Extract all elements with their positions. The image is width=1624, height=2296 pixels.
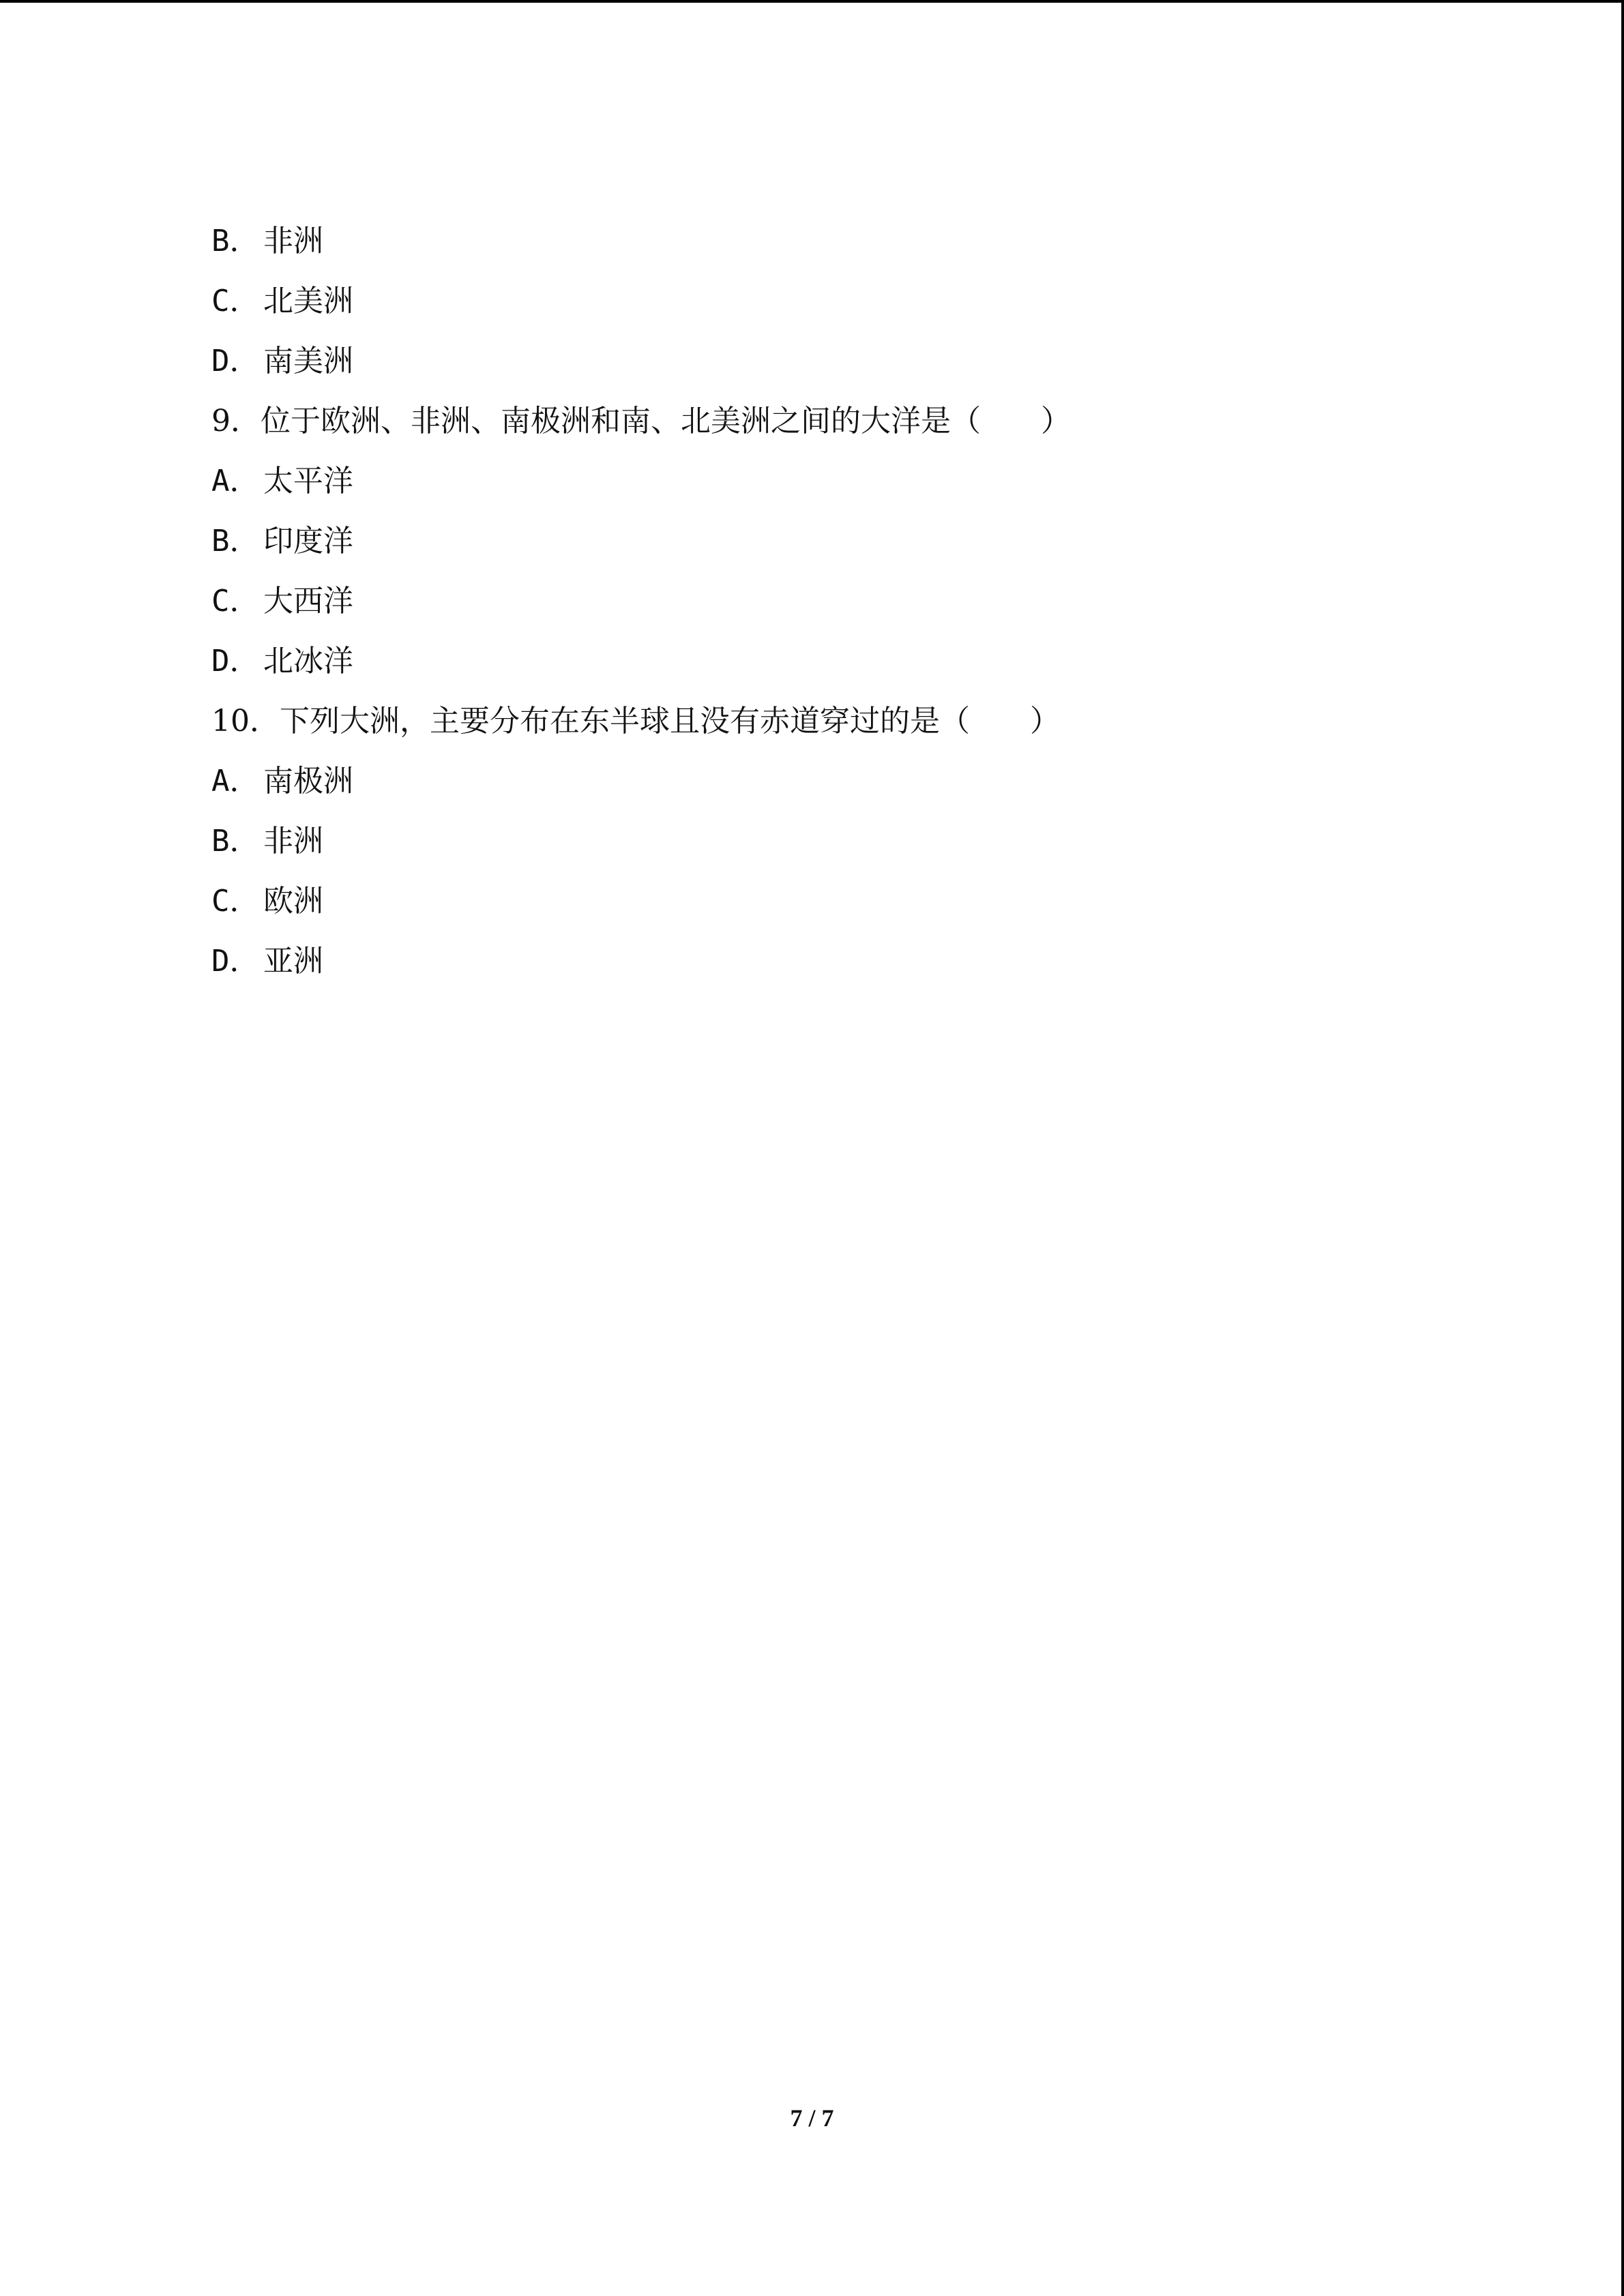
question-text: 位于欧洲、非洲、南极洲和南、北美洲之间的大洋是（ ） (261, 404, 1071, 438)
option-letter: D． (211, 344, 260, 378)
option-letter: C． (211, 584, 260, 618)
question-10 (211, 691, 1507, 751)
option-d-q9 (211, 631, 1507, 691)
option-letter: B． (211, 224, 260, 258)
option-text: 大西洋 (263, 584, 353, 618)
option-text: 南美洲 (263, 344, 353, 378)
option-text: 太平洋 (263, 464, 353, 498)
option-a-q9 (211, 451, 1507, 511)
option-text: 印度洋 (263, 524, 353, 558)
option-letter: D． (211, 944, 260, 979)
option-d-q8 (211, 331, 1507, 391)
question-number: 10． (211, 704, 280, 739)
option-c-q10 (211, 871, 1507, 931)
option-a-q10 (211, 751, 1507, 811)
option-text: 北冰洋 (263, 644, 353, 679)
option-text: 亚洲 (263, 944, 323, 979)
option-c-q8 (211, 271, 1507, 331)
option-letter: C． (211, 284, 260, 318)
question-number: 9． (211, 404, 261, 438)
option-text: 北美洲 (263, 284, 353, 318)
option-d-q10 (211, 931, 1507, 992)
option-letter: B． (211, 824, 260, 859)
option-letter: A． (211, 764, 260, 799)
option-b-q10 (211, 811, 1507, 871)
option-text: 非洲 (263, 224, 323, 258)
document-body (211, 211, 1507, 992)
option-text: 南极洲 (263, 764, 353, 799)
option-b-q8 (211, 211, 1507, 271)
option-letter: A． (211, 464, 260, 498)
option-letter: C． (211, 884, 260, 919)
option-text: 欧洲 (263, 884, 323, 919)
option-b-q9 (211, 511, 1507, 571)
question-text: 下列大洲，主要分布在东半球且没有赤道穿过的是（ ） (280, 704, 1060, 739)
option-c-q9 (211, 571, 1507, 631)
option-letter: B． (211, 524, 260, 558)
page-number: 7 / 7 (790, 2104, 834, 2132)
option-text: 非洲 (263, 824, 323, 859)
question-9 (211, 391, 1507, 451)
option-letter: D． (211, 644, 260, 679)
